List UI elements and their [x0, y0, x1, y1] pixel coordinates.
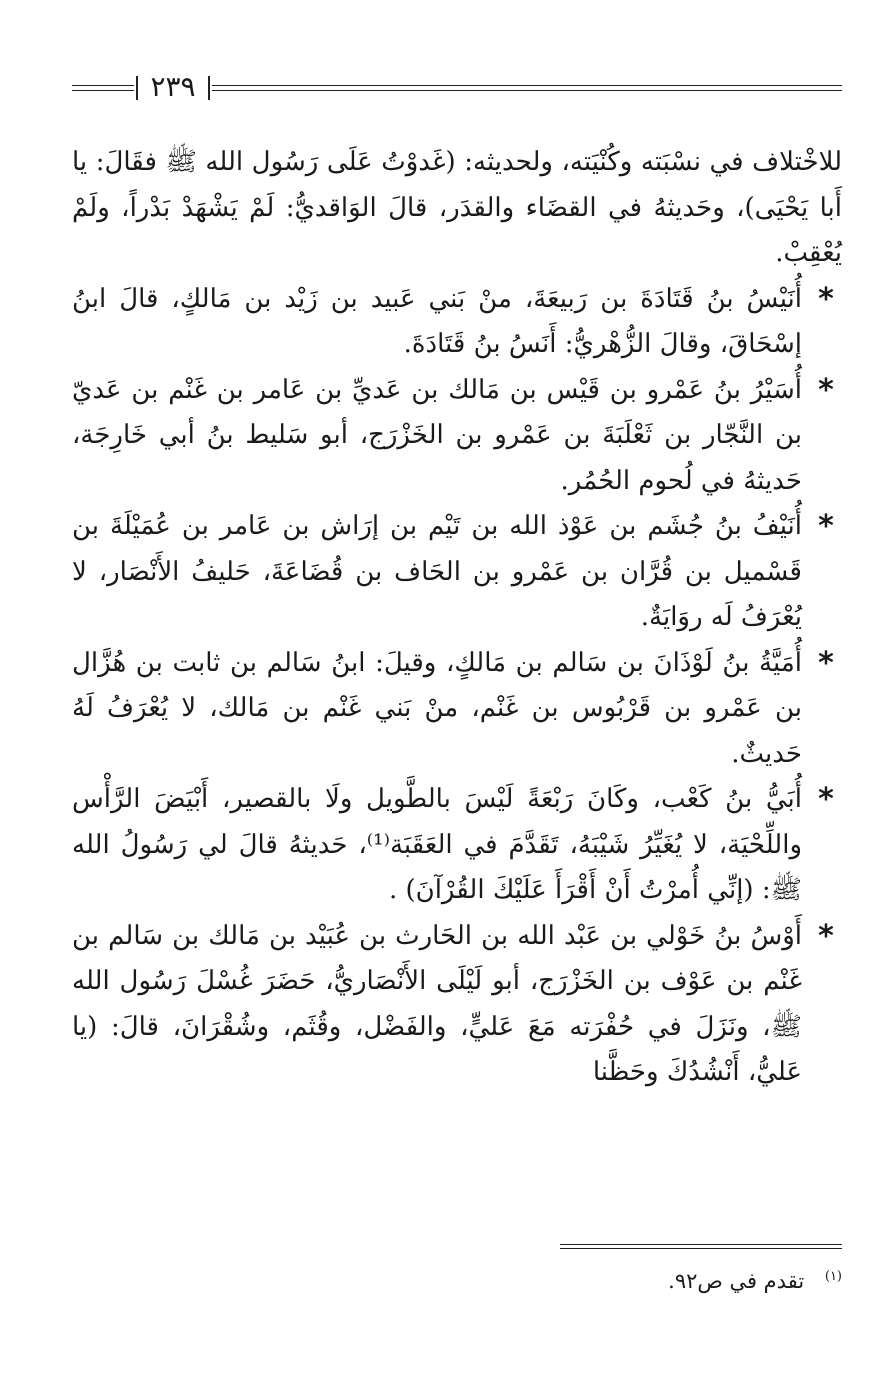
page-header — [72, 70, 842, 104]
asterisk-icon: * — [818, 372, 834, 408]
page-number: ٢٣٩ — [150, 70, 196, 103]
footnote-separator — [560, 1244, 842, 1249]
asterisk-icon: * — [818, 281, 834, 317]
paragraph-text: أُمَيَّةُ بنُ لَوْذَانَ بن سَالم بن مَالكٍ، وقيلَ: ابنُ سَالم بن ثابت بن هُزَّال بن عَمْرو بن قَرْبُوس بن غَنْم، منْ بَني غَنْم بن مَالك، لا يُعْرَفُ لَهُ حَديثٌ. — [72, 647, 802, 769]
biography-entry — [72, 368, 842, 505]
biography-entry — [72, 277, 842, 368]
footnote-marker: (١) — [824, 1269, 842, 1284]
biography-entry — [72, 914, 842, 1096]
paragraph-text: أُنَيْفُ بنُ جُشَم بن عَوْذ الله بن تَيْم بن إرَاش بن عَامر بن عُمَيْلَةَ بن قَسْميل بن قُرَّان بن عَمْرو بن الحَاف بن قُضَاعَةَ، حَليفُ الأَنْصَار، لا يُعْرَفُ لَه روَايَةٌ. — [72, 511, 802, 632]
asterisk-icon: * — [818, 509, 834, 544]
paragraph-text: أُسَيْرُ بنُ عَمْرو بن قَيْس بن مَالك بن عَديِّ بن عَامر بن غَنْم بن عَديّ بن النَّجّار بن ثَعْلَبَةَ بن عَمْرو بن الخَزْرَج، أبو سَليط بنُ أبي خَارِجَة، حَديثهُ في لُحوم الحُمُر. — [72, 374, 802, 496]
paragraph-text: أُنَيْسُ بنُ قَتَادَةَ بن رَبيعَةَ، منْ بَني عَبيد بن زَيْد بن مَالكٍ، قالَ ابنُ إسْحَاقَ، وقالَ الزُّهْريُّ: أَنَسُ بنُ قَتَادَةَ. — [72, 283, 802, 359]
footnote-text: تقدم في ص٩٢. — [668, 1269, 805, 1293]
biography-entry — [72, 777, 842, 914]
header-divider-right — [208, 76, 210, 100]
asterisk-icon: * — [818, 782, 834, 817]
main-text — [72, 140, 842, 1096]
paragraph-text: للاخْتلاف في نسْبَته وكُنْيَته، ولحديثه: (غَدوْتُ عَلَى رَسُول الله ﷺ فقَالَ: يا أَبا يَحْيَى)، وحَديثهُ في القضَاء والقدَر، قالَ الوَاقديُّ: لَمْ يَشْهَدْ بَدْراً، ولَمْ يُعْقِبْ. — [72, 147, 842, 268]
header-rule-left — [72, 85, 134, 91]
paragraph-continuation — [72, 140, 842, 277]
paragraph-text: أُبَيُّ بنُ كَعْب، وكَانَ رَبْعَةً لَيْسَ بالطَّويل ولَا بالقصير، أَبْيَضَ الرَّأْس واللِّحْيَة، لا يُغَيِّرُ شَيْبَهُ، تَقَدَّمَ في العَقَبَة⁽¹⁾، حَديثهُ قالَ لي رَسُولُ الله ﷺ: (إنِّي أُمرْتُ أَنْ أَقْرَأَ عَلَيْكَ القُرْآنَ) . — [72, 784, 803, 905]
biography-entry — [72, 641, 842, 778]
asterisk-icon: * — [818, 918, 834, 954]
asterisk-icon: * — [818, 645, 834, 681]
header-rule-right — [212, 85, 842, 91]
footnote — [342, 1262, 842, 1296]
biography-entry — [72, 504, 842, 641]
paragraph-text: أَوْسُ بنُ خَوْلي بن عَبْد الله بن الحَارث بن عُبَيْد بن مَالك بن سَالم بن غَنْم بن عَوْف بن الخَزْرَج، أبو لَيْلَى الأَنْصَاريُّ، حَضَرَ غُسْلَ رَسُول الله ﷺ، ونَزَلَ في حُفْرَته مَعَ عَليٍّ، والفَضْل، وقُثَم، وشُقْرَانَ، قالَ: (يا عَليُّ، أَنْشُدُكَ وحَظَّنا — [72, 920, 802, 1087]
